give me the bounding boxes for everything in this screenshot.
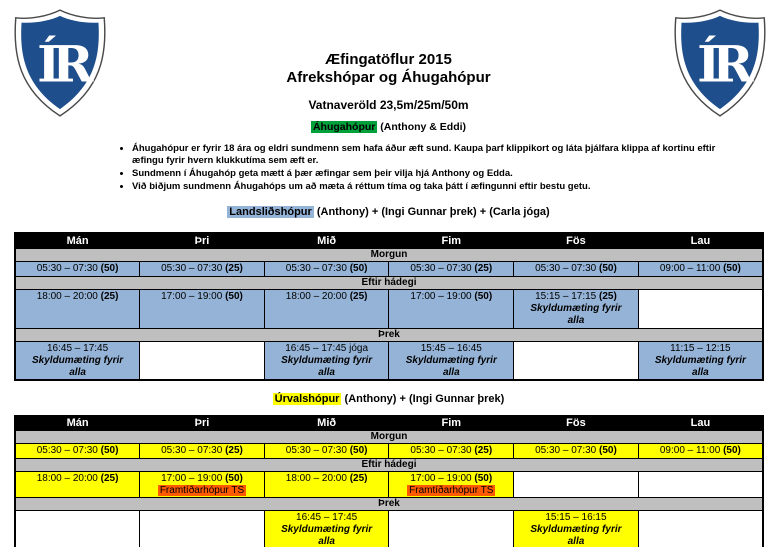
section-row: [15, 459, 763, 472]
schedule-cell: [264, 261, 389, 276]
time-slot: 18:00 – 20:00 (25): [285, 473, 368, 484]
lane-count: (50): [723, 262, 741, 274]
landslidshopur-schedule: [14, 232, 764, 381]
document-title: [0, 0, 777, 87]
time-slot: 05:30 – 07:30 (50): [285, 445, 368, 456]
bullet-item-3: • Við biðjum sundmenn Áhugahóps um að mæta á réttum tíma og taka þátt í æfingunni eftir bestu getu.: [132, 181, 732, 193]
day-header-row: [15, 416, 763, 431]
time-slot: 05:30 – 07:30 (25): [410, 445, 493, 456]
time-slot: 18:00 – 20:00 (25): [36, 290, 119, 302]
schedule-cell: [638, 444, 763, 459]
lane-count: (50): [100, 445, 119, 456]
schedule-cell: [389, 472, 514, 498]
day-header-cell: Mán: [15, 416, 140, 431]
lane-count: (50): [225, 290, 243, 302]
title-line-2: Afrekshópar og Áhugahópur: [286, 69, 491, 86]
schedule-cell: [389, 341, 514, 380]
schedule-cell: [140, 472, 265, 498]
slot-row: [15, 472, 763, 498]
schedule-cell: [638, 289, 763, 328]
time-slot: 05:30 – 07:30 (50): [535, 445, 617, 456]
day-header-cell: Fim: [389, 416, 514, 431]
time-slot: 18:00 – 20:00 (25): [36, 473, 119, 484]
lane-count: (25): [474, 262, 493, 274]
schedule-cell: [140, 289, 265, 328]
day-header-cell: Mið: [264, 416, 389, 431]
time-slot: 16:45 – 17:45: [46, 342, 109, 354]
schedule-table: [14, 415, 764, 547]
time-slot: 15:15 – 16:15: [545, 512, 607, 523]
lane-count: (50): [599, 262, 617, 274]
section-label: Þrek: [15, 498, 763, 511]
schedule-cell: [264, 444, 389, 459]
section-row: [15, 498, 763, 511]
bullet-item-2: • Sundmenn í Áhugahóp geta mætt á þær æfingar sem þeir vilja hjá Anthony og Edda.: [132, 168, 732, 180]
info-bullet-list: [118, 143, 732, 193]
lane-count: (50): [599, 445, 617, 456]
schedule-cell: [15, 511, 140, 547]
lane-count: (25): [100, 290, 119, 302]
urvalshopur-schedule: [14, 415, 764, 547]
mandatory-attendance-note: Skyldumæting fyrir alla: [281, 524, 373, 547]
mandatory-attendance-note: Skyldumæting fyrir alla: [530, 524, 622, 547]
slot-row: [15, 289, 763, 328]
time-slot: 05:30 – 07:30 (50): [36, 262, 119, 274]
schedule-cell: [15, 472, 140, 498]
time-slot: 16:45 – 17:45: [296, 512, 358, 523]
section-row: [15, 328, 763, 341]
time-slot: 09:00 – 11:00 (50): [659, 445, 741, 456]
time-slot: 09:00 – 11:00 (50): [659, 262, 741, 274]
time-slot: 17:00 – 19:00 (50): [161, 290, 243, 302]
schedule-cell: [15, 289, 140, 328]
slot-row: [15, 261, 763, 276]
schedule-cell: [140, 511, 265, 547]
schedule-cell: [514, 444, 639, 459]
section-row: [15, 248, 763, 261]
time-slot: 17:00 – 19:00 (50): [410, 473, 493, 484]
day-header-cell: Lau: [638, 233, 763, 248]
day-header-cell: Mán: [15, 233, 140, 248]
ir-shield-icon: [670, 8, 770, 118]
schedule-cell: [638, 341, 763, 380]
mandatory-attendance-note: Skyldumæting fyrir alla: [32, 354, 124, 378]
day-header-cell: Mið: [264, 233, 389, 248]
day-header-cell: Fös: [514, 416, 639, 431]
schedule-cell: [140, 444, 265, 459]
group-heading-ahugahopur: [0, 121, 777, 134]
schedule-cell: [140, 341, 265, 380]
section-label: Eftir hádegi: [15, 459, 763, 472]
slot-row: [15, 444, 763, 459]
lane-count: (50): [225, 473, 243, 484]
group-coaches-landslidshopur: (Anthony) + (Ingi Gunnar þrek) + (Carla jóga): [313, 206, 550, 218]
lane-count: (25): [225, 445, 243, 456]
lane-count: (25): [474, 445, 493, 456]
section-label: Morgun: [15, 248, 763, 261]
mandatory-attendance-note: Skyldumæting fyrir alla: [405, 354, 497, 378]
time-slot: 18:00 – 20:00 (25): [285, 290, 368, 302]
time-slot: 16:45 – 17:45 jóga: [285, 342, 369, 354]
venue-line: Vatnaveröld 23,5m/25m/50m: [308, 98, 469, 112]
section-row: [15, 431, 763, 444]
time-slot: 05:30 – 07:30 (50): [36, 445, 119, 456]
title-line-1: Æfingatöflur 2015: [325, 51, 452, 68]
schedule-cell: [514, 511, 639, 547]
subgroup-tag: Framtíðarhópur TS: [409, 485, 494, 496]
group-coaches-urvalshopur: (Anthony) + (Ingi Gunnar þrek): [341, 392, 505, 405]
lane-count: (50): [723, 445, 741, 456]
schedule-cell: [638, 511, 763, 547]
mandatory-attendance-note: Skyldumæting fyrir alla: [530, 302, 622, 326]
schedule-table: [14, 232, 764, 381]
time-slot: 15:45 – 16:45: [420, 342, 482, 354]
schedule-cell: [15, 444, 140, 459]
schedule-cell: [514, 472, 639, 498]
group-name-urvalshopur: Úrvalshópur: [274, 392, 340, 405]
schedule-cell: [15, 341, 140, 380]
ir-shield-icon: [10, 8, 110, 118]
day-header-cell: Þri: [140, 416, 265, 431]
time-slot: 15:15 – 17:15 (25): [535, 290, 617, 302]
lane-count: (25): [349, 473, 368, 484]
lane-count: (50): [100, 262, 119, 274]
group-name-ahugahopur: Áhugahópur: [312, 121, 376, 133]
schedule-cell: [638, 472, 763, 498]
group-name-landslidshopur: Landsliðshópur: [229, 206, 312, 218]
schedule-cell: [15, 261, 140, 276]
lane-count: (50): [349, 262, 368, 274]
schedule-cell: [389, 289, 514, 328]
ir-club-logo-left: [10, 8, 110, 123]
section-label: Morgun: [15, 431, 763, 444]
section-label: Þrek: [15, 328, 763, 341]
day-header-cell: Fim: [389, 233, 514, 248]
ir-club-logo-right: [670, 8, 770, 123]
logo-monogram: ÍR: [37, 34, 85, 94]
schedule-cell: [514, 341, 639, 380]
lane-count: (50): [474, 290, 493, 302]
section-row: [15, 276, 763, 289]
group-coaches-ahugahopur: (Anthony & Eddi): [377, 121, 467, 133]
schedule-cell: [389, 444, 514, 459]
schedule-cell: [514, 289, 639, 328]
bullet-item-1: • Áhugahópur er fyrir 18 ára og eldri sundmenn sem hafa áður æft sund. Kaupa þarf klippikort og láta þjálfara klippa af kortinu eftir æfingu fyrir hvern klukkutíma sem æft er.: [132, 143, 732, 167]
mandatory-attendance-note: Skyldumæting fyrir alla: [654, 354, 746, 378]
schedule-cell: [264, 341, 389, 380]
schedule-cell: [140, 261, 265, 276]
logo-monogram: ÍR: [697, 34, 745, 94]
time-slot: 05:30 – 07:30 (50): [535, 262, 617, 274]
section-label: Eftir hádegi: [15, 276, 763, 289]
time-slot: 05:30 – 07:30 (50): [285, 262, 368, 274]
slot-row: [15, 341, 763, 380]
schedule-cell: [389, 261, 514, 276]
time-slot: 05:30 – 07:30 (25): [161, 445, 243, 456]
schedule-cell: [264, 511, 389, 547]
day-header-cell: Lau: [638, 416, 763, 431]
time-slot: 11:15 – 12:15: [670, 342, 731, 354]
group-heading-urvalshopur: [0, 393, 777, 406]
lane-count: (50): [349, 445, 368, 456]
time-slot: 17:00 – 19:00 (50): [410, 290, 493, 302]
subgroup-line: [140, 485, 264, 497]
schedule-cell: [638, 261, 763, 276]
mandatory-attendance-note: Skyldumæting fyrir alla: [281, 354, 373, 378]
lane-count: (25): [349, 290, 368, 302]
slot-row: [15, 511, 763, 547]
time-slot: 05:30 – 07:30 (25): [161, 262, 243, 274]
schedule-cell: [514, 261, 639, 276]
schedule-cell: [389, 511, 514, 547]
group-heading-landslidshopur: [0, 206, 777, 219]
time-slot: 17:00 – 19:00 (50): [161, 473, 243, 484]
lane-count: (50): [474, 473, 493, 484]
day-header-cell: Þri: [140, 233, 265, 248]
lane-count: (25): [100, 473, 119, 484]
lane-count: (25): [225, 262, 243, 274]
day-header-cell: Fös: [514, 233, 639, 248]
time-slot: 05:30 – 07:30 (25): [410, 262, 493, 274]
schedule-cell: [264, 289, 389, 328]
day-header-row: [15, 233, 763, 248]
subgroup-tag: Framtíðarhópur TS: [159, 485, 245, 496]
subgroup-line: [389, 485, 513, 497]
lane-count: (25): [599, 290, 617, 302]
schedule-cell: [264, 472, 389, 498]
